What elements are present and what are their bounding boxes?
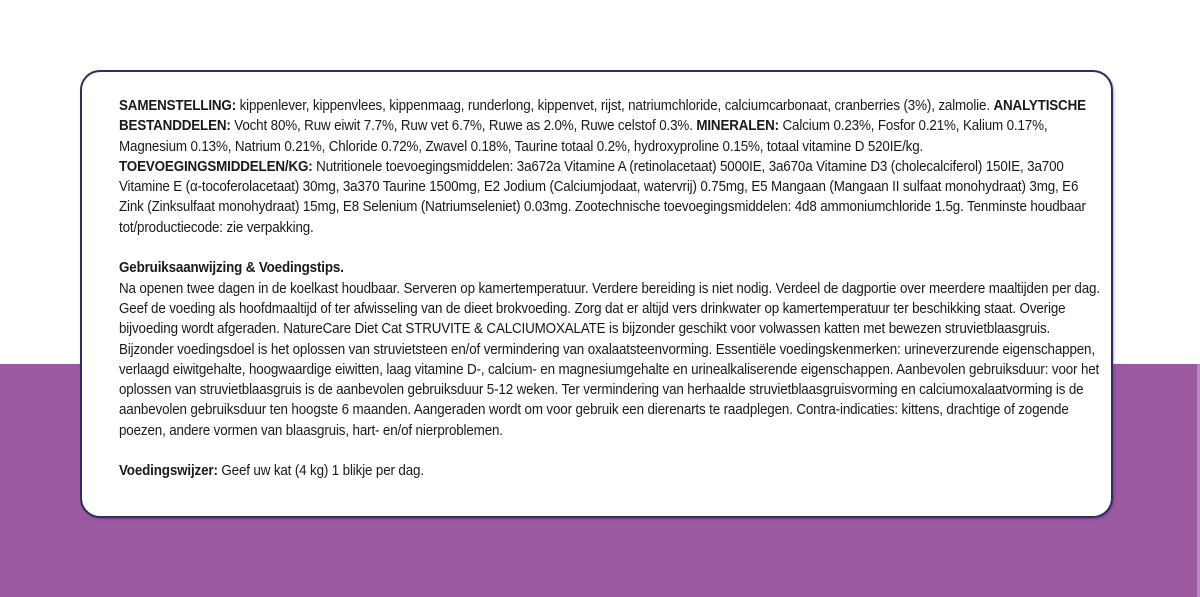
feeding-guide-text: Geef uw kat (4 kg) 1 blikje per dag. xyxy=(217,463,424,480)
toevoeging-label: TOEVOEGINGSMIDDELEN/KG: xyxy=(119,158,313,175)
feeding-guide-label: Voedingswijzer: xyxy=(119,463,218,480)
analytisch-label: ANALYTISCHE BESTANDDELEN: xyxy=(119,98,1086,135)
toevoeging-text: Nutritionele toevoegingsmiddelen: 3a672a Vitamine A (retinolacetaat) 5000IE, 3a670a Vitamine D3 (cholecalciferol) 150IE, 3a700 Vitamine E (α-tocoferolacetaat) 30mg, 3a370 Taurine 1500mg, E2 Jodium (Calciumjodaat, watervrij) 0.75mg, E5 Mangaan (Mangaan II sulfaat monohydraat) 3mg, E6 Zink (Zinksulfaat monohydraat) 15mg, E8 Selenium (Natriumseleniet) 0.03mg. Zootechnische toevoegingsmiddelen: 4d8 ammoniumchloride 1.5g. Tenminste houdbaar tot/productiecode: zie verpakking. xyxy=(119,158,1086,236)
usage-text: Na openen twee dagen in de koelkast houdbaar. Serveren op kamertemperatuur. Verdere bereiding is niet nodig. Verdeel de dagportie over meerdere maaltijden per dag. Geef de voeding als hoofdmaaltijd of ter afwisseling van de dieet brokvoeding. Zorg dat er altijd vers drinkwater op kamertemperatuur ter beschikking staat. Overige bijvoeding wordt afgeraden. NatureCare Diet Cat STRUVITE & CALCIUMOXALATE is bijzonder geschikt voor volwassen katten met bewezen struvietblaasgruis. Bijzonder voedingsdoel is het oplossen van struvietsteen en/of vermindering van oxalaatsteenvorming. Essentiële voedingskenmerken: urineverzurende eigenschappen, verlaagd eiwitgehalte, hoogwaardige eiwitten, laag vitamine D-, calcium- en magnesiumgehalte en urinealkaliserende eigenschappen. Aanbevolen gebruiksduur: voor het oplossen van struvietblaasgruis is de aanbevolen gebruiksduur 5-12 weken. Ter vermindering van herhaalde struvietblaasgruisvorming en calciumoxalaatvorming is de aanbevolen gebruiksduur ten hoogste 6 maanden. Aangeraden wordt om voor gebruik een dierenarts te raadplegen. Contra-indicaties: kittens, drachtige of zogende poezen, andere vormen van blaasgruis, hart- en/of nierproblemen. xyxy=(119,280,1100,439)
samenstelling-text: kippenlever, kippenvlees, kippenmaag, runderlong, kippenvet, rijst, natriumchloride, calciumcarbonaat, cranberries (3%), zalmolie. xyxy=(236,98,994,114)
usage-paragraph xyxy=(119,258,1105,441)
feeding-guide-paragraph xyxy=(119,461,1105,481)
usage-heading: Gebruiksaanwijzing & Voedingstips. xyxy=(119,260,344,277)
samenstelling-label: SAMENSTELLING: xyxy=(119,98,237,114)
product-info-panel xyxy=(80,70,1113,518)
analytisch-text: Vocht 80%, Ruw eiwit 7.7%, Ruw vet 6.7%, Ruwe as 2.0%, Ruwe celstof 0.3%. xyxy=(230,118,697,135)
mineralen-label: MINERALEN: xyxy=(696,118,779,135)
composition-paragraph xyxy=(119,96,1105,238)
product-info-text xyxy=(119,96,1105,482)
mineralen-text: Calcium 0.23%, Fosfor 0.21%, Kalium 0.17%, Magnesium 0.13%, Natrium 0.21%, Chloride 0.72%, Zwavel 0.18%, Taurine totaal 0.2%, hydroxyproline 0.15%, totaal vitamine D 520IE/kg. xyxy=(119,118,1048,155)
